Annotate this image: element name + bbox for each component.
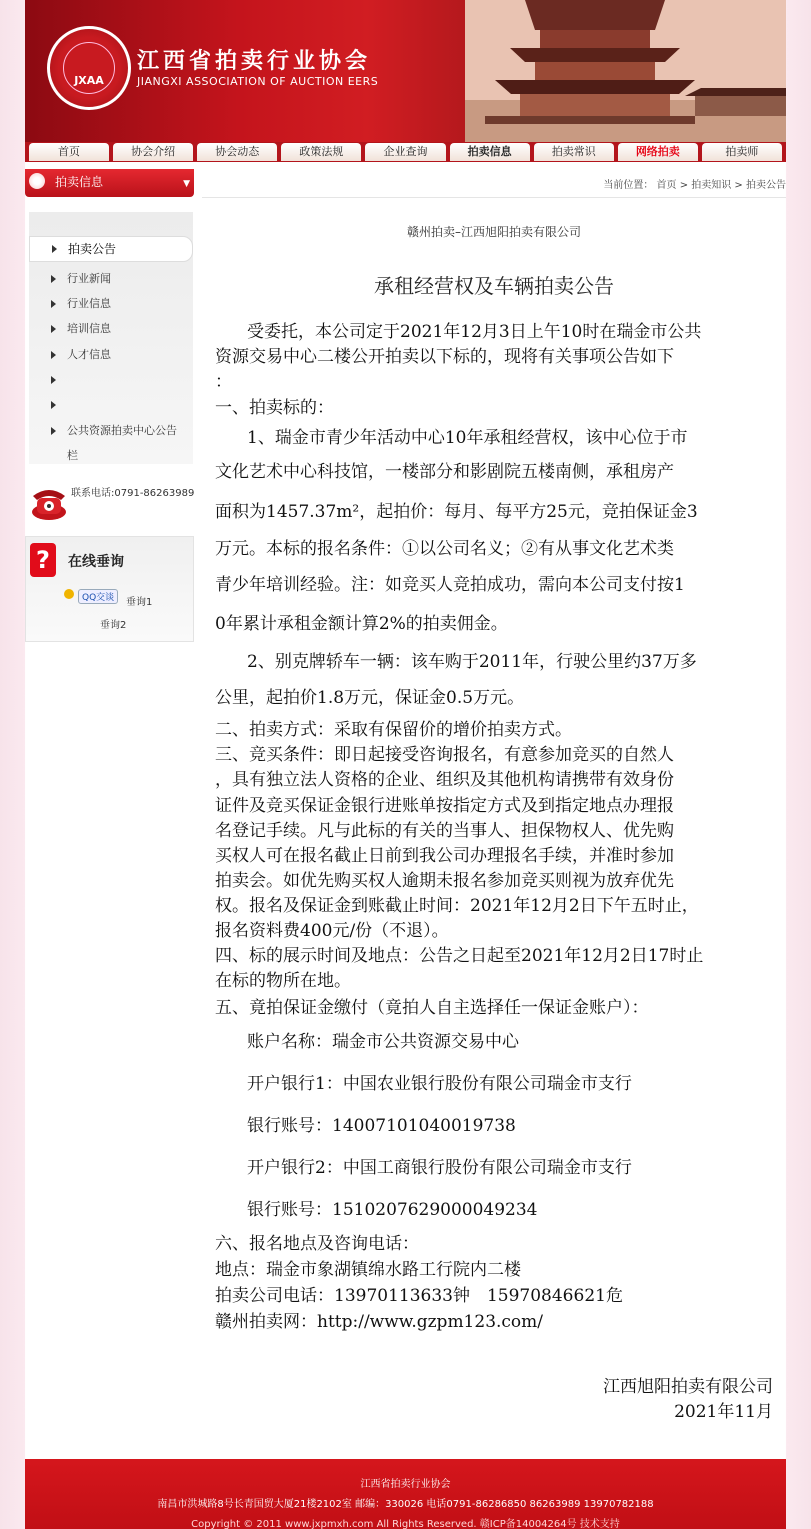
contact-box — [25, 480, 195, 525]
telephone-icon — [29, 482, 69, 522]
association-logo[interactable] — [47, 26, 131, 110]
article-line: 面积为1457.37m²，起拍价：每月、每平方25元，竞拍保证金3 — [215, 502, 698, 522]
article-line: 四、标的展示时间及地点：公告之日起至2021年12月2日17时止 — [215, 946, 704, 966]
article-line: ，具有独立法人资格的企业、组织及其他机构请携带有效身份 — [215, 770, 674, 790]
sidebar-item-auction-notice[interactable]: 拍卖公告 — [29, 236, 193, 262]
article-line: 账户名称：瑞金市公共资源交易中心 — [247, 1032, 519, 1052]
footer-address: 南昌市洪城路8号长青国贸大厦21楼2102室 邮编：330026 电话0791-86286850 86263989 13970782188 — [157, 1499, 654, 1510]
article-line: 买权人可在报名截止日前到我公司办理报名手续，并准时参加 — [215, 846, 674, 866]
article-line: 公里，起拍价1.8万元，保证金0.5万元。 — [215, 688, 525, 708]
article-line: 二、拍卖方式：采取有保留价的增价拍卖方式。 — [215, 720, 572, 740]
sidebar-header — [25, 169, 194, 197]
nav-about[interactable]: 协会介绍 — [113, 143, 193, 161]
article-line: 报名资料费400元/份（不退）。 — [215, 921, 449, 941]
nav-auction-info[interactable]: 拍卖信息 — [450, 143, 530, 161]
nav-auction-knowledge[interactable]: 拍卖常识 — [534, 143, 614, 161]
qq-icon — [64, 589, 74, 599]
site-footer — [25, 1459, 786, 1529]
sidebar-title: 拍卖信息 — [55, 175, 104, 189]
article-line: 银行账号：14007101040019738 — [247, 1116, 516, 1136]
nav-online-auction[interactable]: 网络拍卖 — [618, 143, 698, 161]
consult-1-link[interactable]: 垂询1 — [126, 597, 153, 608]
sidebar-item-empty-2[interactable] — [29, 396, 193, 410]
sidebar-item-talent[interactable]: 人才信息 — [29, 346, 193, 362]
question-icon: ? — [30, 543, 56, 577]
article-title: 承租经营权及车辆拍卖公告 — [374, 274, 614, 298]
footer-org: 江西省拍卖行业协会 — [360, 1479, 451, 1490]
article-line: 受委托，本公司定于2021年12月3日上午10时在瑞金市公共 — [247, 322, 702, 342]
sidebar-item-empty-1[interactable] — [29, 371, 193, 385]
nav-company-query[interactable]: 企业查询 — [365, 143, 445, 161]
article-line: 拍卖会。如优先购买权人逾期未报名参加竞买则视为放弃优先 — [215, 871, 674, 891]
nav-policy[interactable]: 政策法规 — [281, 143, 361, 161]
sidebar-menu — [29, 212, 193, 464]
nav-news[interactable]: 协会动态 — [197, 143, 277, 161]
article-line: 开户银行1：中国农业银行股份有限公司瑞金市支行 — [247, 1074, 632, 1094]
consult-2-link[interactable]: 垂询2 — [100, 620, 127, 631]
article-line: 名登记手续。凡与此标的有关的当事人、担保物权人、优先购 — [215, 821, 674, 841]
article-line: 青少年培训经验。注：如竞买人竞拍成功，需向本公司支付按1 — [215, 575, 685, 595]
article-source: 赣州拍卖–江西旭阳拍卖有限公司 — [406, 225, 581, 239]
article-line: 1、瑞金市青少年活动中心10年承租经营权，该中心位于市 — [247, 428, 688, 448]
article-line: 三、竞买条件：即日起接受咨询报名，有意参加竞买的自然人 — [215, 745, 674, 765]
article-line: 文化艺术中心科技馆，一楼部分和影剧院五楼南侧，承租房产 — [215, 462, 674, 482]
sidebar-item-column-label: 栏 — [67, 449, 78, 462]
article-line: 地点：瑞金市象湖镇绵水路工行院内二楼 — [215, 1260, 521, 1280]
article-line: 权。报名及保证金到账截止时间：2021年12月2日下午五时止， — [215, 896, 699, 916]
sidebar-item-industry-info[interactable]: 行业信息 — [29, 295, 193, 311]
nav-home[interactable]: 首页 — [29, 143, 109, 161]
article-line: 资源交易中心二楼公开拍卖以下标的，现将有关事项公告如下 — [215, 347, 674, 367]
qq-chat-button[interactable]: QQ交谈 — [78, 589, 118, 604]
main-nav — [25, 142, 786, 162]
logo-text: JXAA — [63, 42, 115, 94]
article-line: 拍卖公司电话：13970113633钟 15970846621危 — [215, 1286, 623, 1306]
nav-auctioneer[interactable]: 拍卖师 — [702, 143, 782, 161]
article-line: 开户银行2：中国工商银行股份有限公司瑞金市支行 — [247, 1158, 632, 1178]
sidebar-item-industry-news[interactable]: 行业新闻 — [29, 270, 193, 286]
sidebar-item-training[interactable]: 培训信息 — [29, 320, 193, 336]
article-line: 五、竟拍保证金缴付（竟拍人自主选择任一保证金账户）： — [215, 998, 649, 1018]
breadcrumb: 当前位置： 首页 > 拍卖知识 > 拍卖公告 — [202, 176, 786, 198]
article-line: 0年累计承租金额计算2%的拍卖佣金。 — [215, 614, 508, 634]
footer-copyright: Copyright © 2011 www.jxpmxh.com All Rights Reserved. 赣ICP备14004264号 技术支持 — [191, 1519, 620, 1529]
article-line: ： — [215, 372, 232, 392]
article-line: 一、拍卖标的： — [215, 398, 334, 418]
chevron-down-icon: ▼ — [183, 179, 190, 189]
article-line: 银行账号：1510207629000049234 — [247, 1200, 538, 1220]
sidebar-item-column[interactable] — [29, 447, 193, 463]
pagoda-banner-image — [465, 0, 786, 142]
signature-company: 江西旭阳拍卖有限公司 — [603, 1377, 773, 1397]
bullet-icon — [29, 173, 45, 189]
site-header — [25, 0, 786, 142]
contact-phone: 联系电话:0791-86263989 — [71, 488, 195, 499]
article-line[interactable]: 赣州拍卖网：http://www.gzpm123.com/ — [215, 1312, 544, 1332]
online-consult-box — [25, 536, 194, 642]
article-line: 2、别克牌轿车一辆：该车购于2011年，行驶公里约37万多 — [247, 652, 697, 672]
site-title: 江西省拍卖行业协会 — [137, 48, 372, 74]
article-line: 证件及竞买保证金银行进账单按指定方式及到指定地点办理报 — [215, 796, 674, 816]
article-line: 在标的物所在地。 — [215, 971, 351, 991]
article-line: 万元。本标的报名条件：①以公司名义；②有从事文化艺术类 — [215, 539, 674, 559]
sidebar-item-public-resource[interactable]: 公共资源拍卖中心公告 — [29, 422, 193, 438]
signature-date: 2021年11月 — [674, 1402, 773, 1422]
article-line: 六、报名地点及咨询电话： — [215, 1234, 419, 1254]
site-subtitle: JIANGXI ASSOCIATION OF AUCTION EERS — [137, 75, 379, 88]
consult-title: 在线垂询 — [68, 554, 124, 570]
